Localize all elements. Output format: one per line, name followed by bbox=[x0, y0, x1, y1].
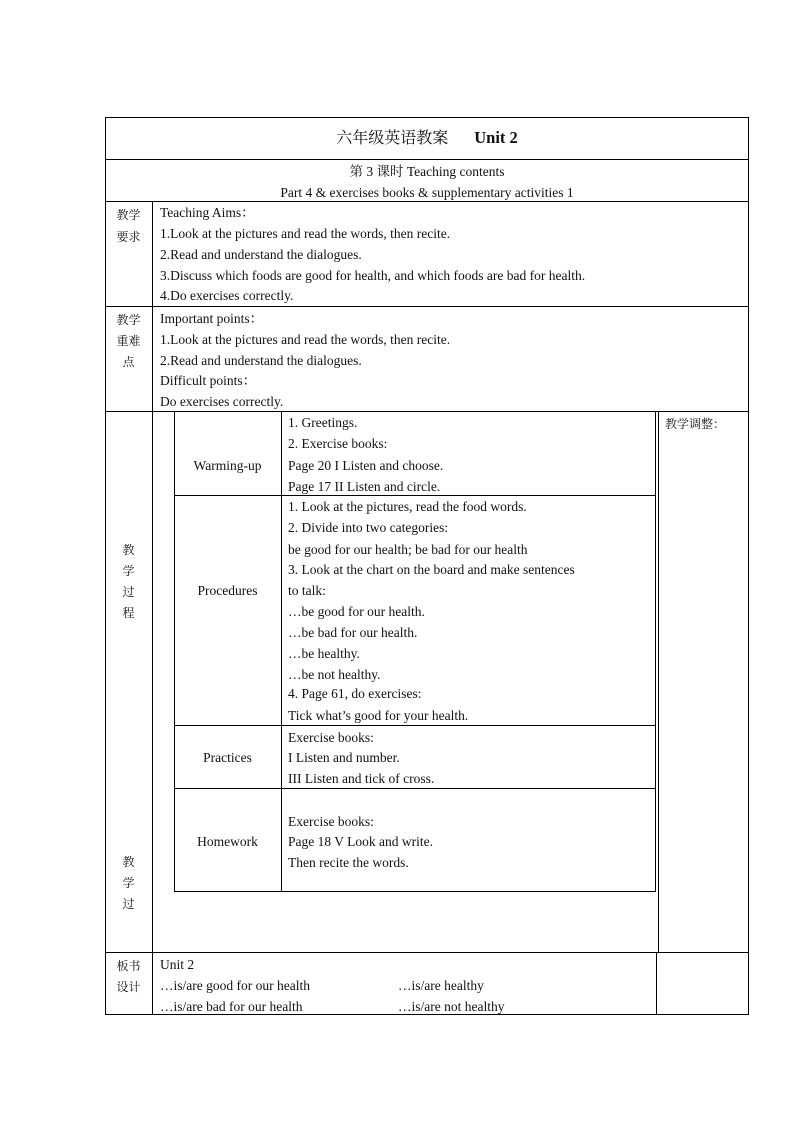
process-label-repeat: 教 bbox=[122, 855, 135, 869]
stage-line: …be not healthy. bbox=[288, 667, 381, 682]
keypoints-line: Difficult points： bbox=[160, 373, 257, 388]
aims-line: 3.Discuss which foods are good for health, and which foods are bad for health. bbox=[160, 268, 586, 283]
keypoints-label: 教学 bbox=[116, 313, 141, 327]
stage-line: …be bad for our health. bbox=[288, 625, 418, 640]
aims-line: 4.Do exercises correctly. bbox=[160, 288, 294, 303]
row-divider bbox=[105, 306, 749, 307]
board-label: 板书 bbox=[116, 959, 141, 973]
table-border-right bbox=[748, 117, 749, 1015]
stage-line: 1. Look at the pictures, read the food words. bbox=[288, 499, 527, 514]
stage-line: 2. Exercise books: bbox=[288, 436, 388, 451]
aims-line: 2.Read and understand the dialogues. bbox=[160, 247, 362, 262]
process-label: 学 bbox=[122, 564, 135, 578]
stage-line: Page 18 V Look and write. bbox=[288, 834, 433, 849]
keypoints-label: 点 bbox=[122, 355, 135, 369]
label-column-divider bbox=[152, 201, 153, 1014]
stage-line: Exercise books: bbox=[288, 730, 374, 745]
keypoints-line: 1.Look at the pictures and read the words, then recite. bbox=[160, 332, 451, 347]
process-label-repeat: 过 bbox=[122, 897, 135, 911]
stage-line: be good for our health; be bad for our health bbox=[288, 542, 528, 557]
board-cell: …is/are good for our health bbox=[160, 978, 310, 993]
stage-line: …be healthy. bbox=[288, 646, 360, 661]
stage-line: 2. Divide into two categories: bbox=[288, 520, 449, 535]
page-title bbox=[105, 128, 749, 149]
title-chinese: 六年级英语教案 bbox=[336, 128, 449, 147]
aims-label: 教学 bbox=[116, 208, 141, 222]
stage-line: Then recite the words. bbox=[288, 855, 409, 870]
stage-name-procedures: Procedures bbox=[197, 583, 258, 598]
board-column-divider bbox=[656, 952, 657, 1014]
stage-line: 4. Page 61, do exercises: bbox=[288, 686, 422, 701]
title-unit: Unit 2 bbox=[474, 128, 518, 147]
board-cell: …is/are healthy bbox=[398, 978, 484, 993]
aims-line: Teaching Aims： bbox=[160, 205, 255, 220]
process-label-repeat: 学 bbox=[122, 876, 135, 890]
stage-name-homework: Homework bbox=[197, 834, 258, 849]
process-label: 过 bbox=[122, 585, 135, 599]
keypoints-label: 重难 bbox=[116, 334, 141, 348]
board-cell: …is/are not healthy bbox=[398, 999, 505, 1014]
stage-line: to talk: bbox=[288, 583, 326, 598]
aims-line: 1.Look at the pictures and read the words, then recite. bbox=[160, 226, 451, 241]
keypoints-line: Important points： bbox=[160, 311, 264, 326]
aims-label: 要求 bbox=[116, 230, 141, 244]
lesson-line-1: 第 3 课时 Teaching contents bbox=[349, 164, 505, 179]
keypoints-line: 2.Read and understand the dialogues. bbox=[160, 353, 362, 368]
board-cell: …is/are bad for our health bbox=[160, 999, 303, 1014]
adjust-column-divider bbox=[658, 411, 659, 952]
inner-table-left bbox=[174, 411, 175, 892]
row-divider bbox=[105, 952, 749, 953]
stage-name-warming-up: Warming-up bbox=[193, 458, 262, 473]
keypoints-line: Do exercises correctly. bbox=[160, 394, 284, 409]
process-label: 教 bbox=[122, 543, 135, 557]
board-heading: Unit 2 bbox=[160, 957, 195, 972]
stage-name-practices: Practices bbox=[203, 750, 252, 765]
stage-line: Page 20 I Listen and choose. bbox=[288, 458, 444, 473]
stage-line: Tick what’s good for your health. bbox=[288, 708, 469, 723]
stage-line: I Listen and number. bbox=[288, 750, 400, 765]
stage-line: Page 17 II Listen and circle. bbox=[288, 479, 441, 494]
row-divider bbox=[105, 159, 749, 160]
table-border-top bbox=[105, 117, 749, 118]
inner-table-right bbox=[655, 411, 656, 892]
stage-line: …be good for our health. bbox=[288, 604, 425, 619]
inner-table-bottom bbox=[174, 891, 656, 892]
stage-line: Exercise books: bbox=[288, 814, 374, 829]
lesson-line-2: Part 4 & exercises books & supplementary activities 1 bbox=[280, 185, 574, 200]
stage-line: III Listen and tick of cross. bbox=[288, 771, 435, 786]
process-label: 程 bbox=[122, 606, 135, 620]
inner-table-divider bbox=[281, 411, 282, 892]
stage-line: 1. Greetings. bbox=[288, 415, 358, 430]
adjust-label: 教学调整： bbox=[665, 417, 726, 431]
stage-line: 3. Look at the chart on the board and make sentences bbox=[288, 562, 575, 577]
board-label: 设计 bbox=[116, 980, 141, 994]
